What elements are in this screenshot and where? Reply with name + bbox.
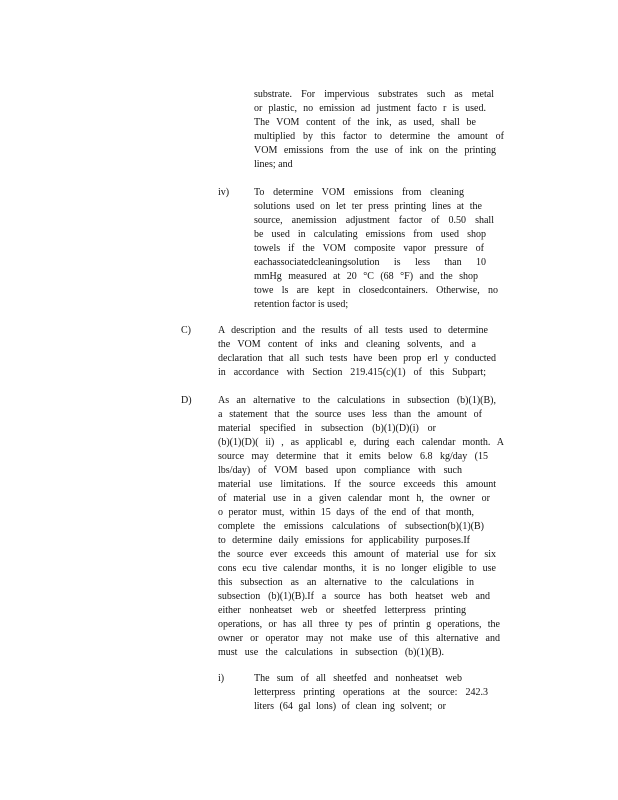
text-line: The sum of all sheetfed and nonheatset web bbox=[254, 673, 462, 684]
text-line: must use the calculations in subsection (b)(1)(B). bbox=[218, 647, 444, 658]
text-line: this subsection as an alternative to the calculations in bbox=[218, 577, 474, 588]
item-label: iv) bbox=[218, 187, 230, 198]
text-line: eachassociatedcleaningsolution is less than 10 bbox=[254, 257, 486, 268]
text-line: solutions used on let ter press printing lines at the bbox=[254, 201, 482, 212]
text-line: o perator must, within 15 days of the end of that month, bbox=[218, 507, 474, 518]
text-line: letterpress printing operations at the source: 242.3 bbox=[254, 687, 488, 698]
text-line: the VOM content of inks and cleaning solvents, and a bbox=[218, 339, 476, 350]
text-line: towe ls are kept in closedcontainers. Otherwise, no bbox=[254, 285, 498, 296]
text-line: the source ever exceeds this amount of material use for six bbox=[218, 549, 496, 560]
text-line: VOM emissions from the use of ink on the printing bbox=[254, 145, 496, 156]
text-line: be used in calculating emissions from used shop bbox=[254, 229, 486, 240]
text-line: To determine VOM emissions from cleaning bbox=[254, 187, 464, 198]
text-line: source, anemission adjustment factor of 0.50 shall bbox=[254, 215, 494, 226]
text-line: lines; and bbox=[254, 159, 293, 170]
text-line: A description and the results of all tests used to determine bbox=[218, 325, 488, 336]
text-line: source may determine that it emits below 6.8 kg/day (15 bbox=[218, 451, 488, 462]
text-line: The VOM content of the ink, as used, shall be bbox=[254, 117, 476, 128]
text-line: a statement that the source uses less than the amount of bbox=[218, 409, 482, 420]
text-line: either nonheatset web or sheetfed letterpress printing bbox=[218, 605, 466, 616]
text-line: operations, or has all three ty pes of printin g operations, the bbox=[218, 619, 500, 630]
text-line: cons ecu tive calendar months, it is no longer eligible to use bbox=[218, 563, 496, 574]
text-line: towels if the VOM composite vapor pressure of bbox=[254, 243, 484, 254]
text-line: mmHg measured at 20 °C (68 °F) and the shop bbox=[254, 271, 478, 282]
text-line: lbs/day) of VOM based upon compliance with such bbox=[218, 465, 462, 476]
item-label: D) bbox=[181, 395, 192, 406]
text-line: material use limitations. If the source exceeds this amount bbox=[218, 479, 496, 490]
text-line: liters (64 gal lons) of clean ing solvent; or bbox=[254, 701, 446, 712]
item-label: C) bbox=[181, 325, 191, 336]
text-line: of material use in a given calendar mont h, the owner or bbox=[218, 493, 490, 504]
text-line: or plastic, no emission ad justment facto r is used. bbox=[254, 103, 486, 114]
text-line: declaration that all such tests have been prop erl y conducted bbox=[218, 353, 496, 364]
text-line: subsection (b)(1)(B).If a source has both heatset web and bbox=[218, 591, 490, 602]
text-line: in accordance with Section 219.415(c)(1) of this Subpart; bbox=[218, 367, 486, 378]
text-line: substrate. For impervious substrates such as metal bbox=[254, 89, 494, 100]
text-line: material specified in subsection (b)(1)(D)(i) or bbox=[218, 423, 436, 434]
text-line: owner or operator may not make use of this alternative and bbox=[218, 633, 500, 644]
text-line: to determine daily emissions for applicability purposes.If bbox=[218, 535, 470, 546]
text-line: (b)(1)(D)( ii) , as applicabl e, during each calendar month. A bbox=[218, 437, 504, 448]
text-line: As an alternative to the calculations in subsection (b)(1)(B), bbox=[218, 395, 496, 406]
text-line: retention factor is used; bbox=[254, 299, 349, 310]
text-line: complete the emissions calculations of subsection(b)(1)(B) bbox=[218, 521, 484, 532]
text-line: multiplied by this factor to determine the amount of bbox=[254, 131, 504, 142]
item-label: i) bbox=[218, 673, 225, 684]
